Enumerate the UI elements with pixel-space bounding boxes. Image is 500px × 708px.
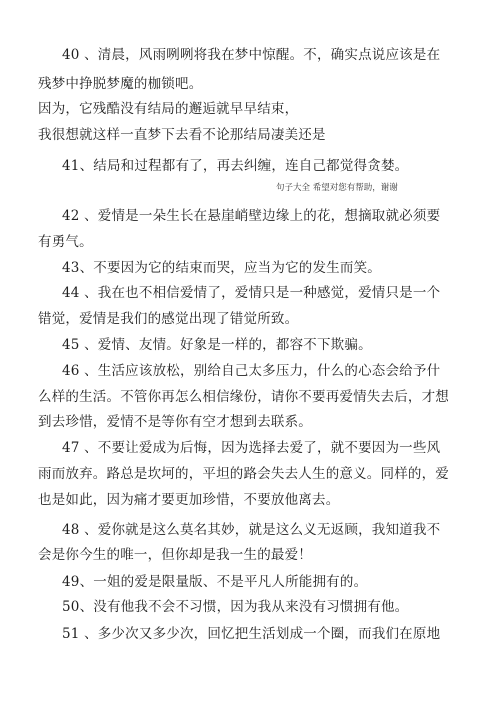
watermark-text: 句子大全 希望对您有帮助，谢谢 <box>276 183 398 193</box>
paragraph-48-line-2: 会是你今生的唯一，但你却是我一生的最爱！ <box>38 547 312 563</box>
paragraph-48-line-1: 48 、爱你就是这么莫名其妙，就是这么义无返顾，我知道我不 <box>62 522 441 538</box>
paragraph-47-line-1: 47 、不要让爱成为后悔，因为选择去爱了，就不要因为一些风 <box>62 440 441 456</box>
paragraph-40-line-3: 因为，它残酷没有结局的邂逅就早早结束， <box>38 101 299 117</box>
paragraph-42-line-2: 有勇气。 <box>38 234 93 250</box>
paragraph-50-line-1: 50、没有他我不会不习惯，因为我从来没有习惯拥有他。 <box>62 599 409 615</box>
paragraph-45-line-1: 45 、爱情、友情。好象是一样的，都容不下欺骗。 <box>62 337 372 353</box>
paragraph-47-line-2: 雨而放弃。路总是坎坷的，平坦的路会失去人生的意义。同样的，爱 <box>38 466 449 482</box>
paragraph-43-line-1: 43、不要因为它的结束而哭，应当为它的发生而笑。 <box>62 260 381 276</box>
paragraph-44-line-2: 错觉，爱情是我们的感觉出现了错觉所致。 <box>38 311 299 327</box>
paragraph-41-line-1: 41、结局和过程都有了，再去纠缠，连自己都觉得贪婪。 <box>62 158 409 174</box>
paragraph-42-line-1: 42 、爱情是一朵生长在悬崖峭壁边缘上的花，想摘取就必须要 <box>62 208 441 224</box>
paragraph-46-line-2: 么样的生活。不管你再怎么相信缘份，请你不要再爱情失去后，才想 <box>38 389 449 405</box>
paragraph-46-line-3: 到去珍惜，爱情不是等你有空才想到去联系。 <box>38 414 312 430</box>
paragraph-40-line-2: 残梦中挣脱梦魔的枷锁吧。 <box>38 76 203 92</box>
paragraph-47-line-3: 也是如此，因为痛才要更加珍惜，不要放他离去。 <box>38 492 340 508</box>
paragraph-40-line-4: 我很想就这样一直梦下去看不论那结局凄美还是 <box>38 127 326 143</box>
paragraph-46-line-1: 46 、生活应该放松，别给自己太多压力，什么的心态会给予什 <box>62 363 441 379</box>
paragraph-40-line-1: 40 、清晨，风雨咧咧将我在梦中惊醒。不，确实点说应该是在 <box>62 47 441 63</box>
paragraph-44-line-1: 44 、我在也不相信爱情了，爱情只是一种感觉，爱情只是一个 <box>62 285 441 301</box>
paragraph-49-line-1: 49、一姐的爱是限量版、不是平凡人所能拥有的。 <box>62 574 368 590</box>
paragraph-51-line-1: 51 、多少次又多少次，回忆把生活划成一个圈，而我们在原地 <box>62 626 441 642</box>
